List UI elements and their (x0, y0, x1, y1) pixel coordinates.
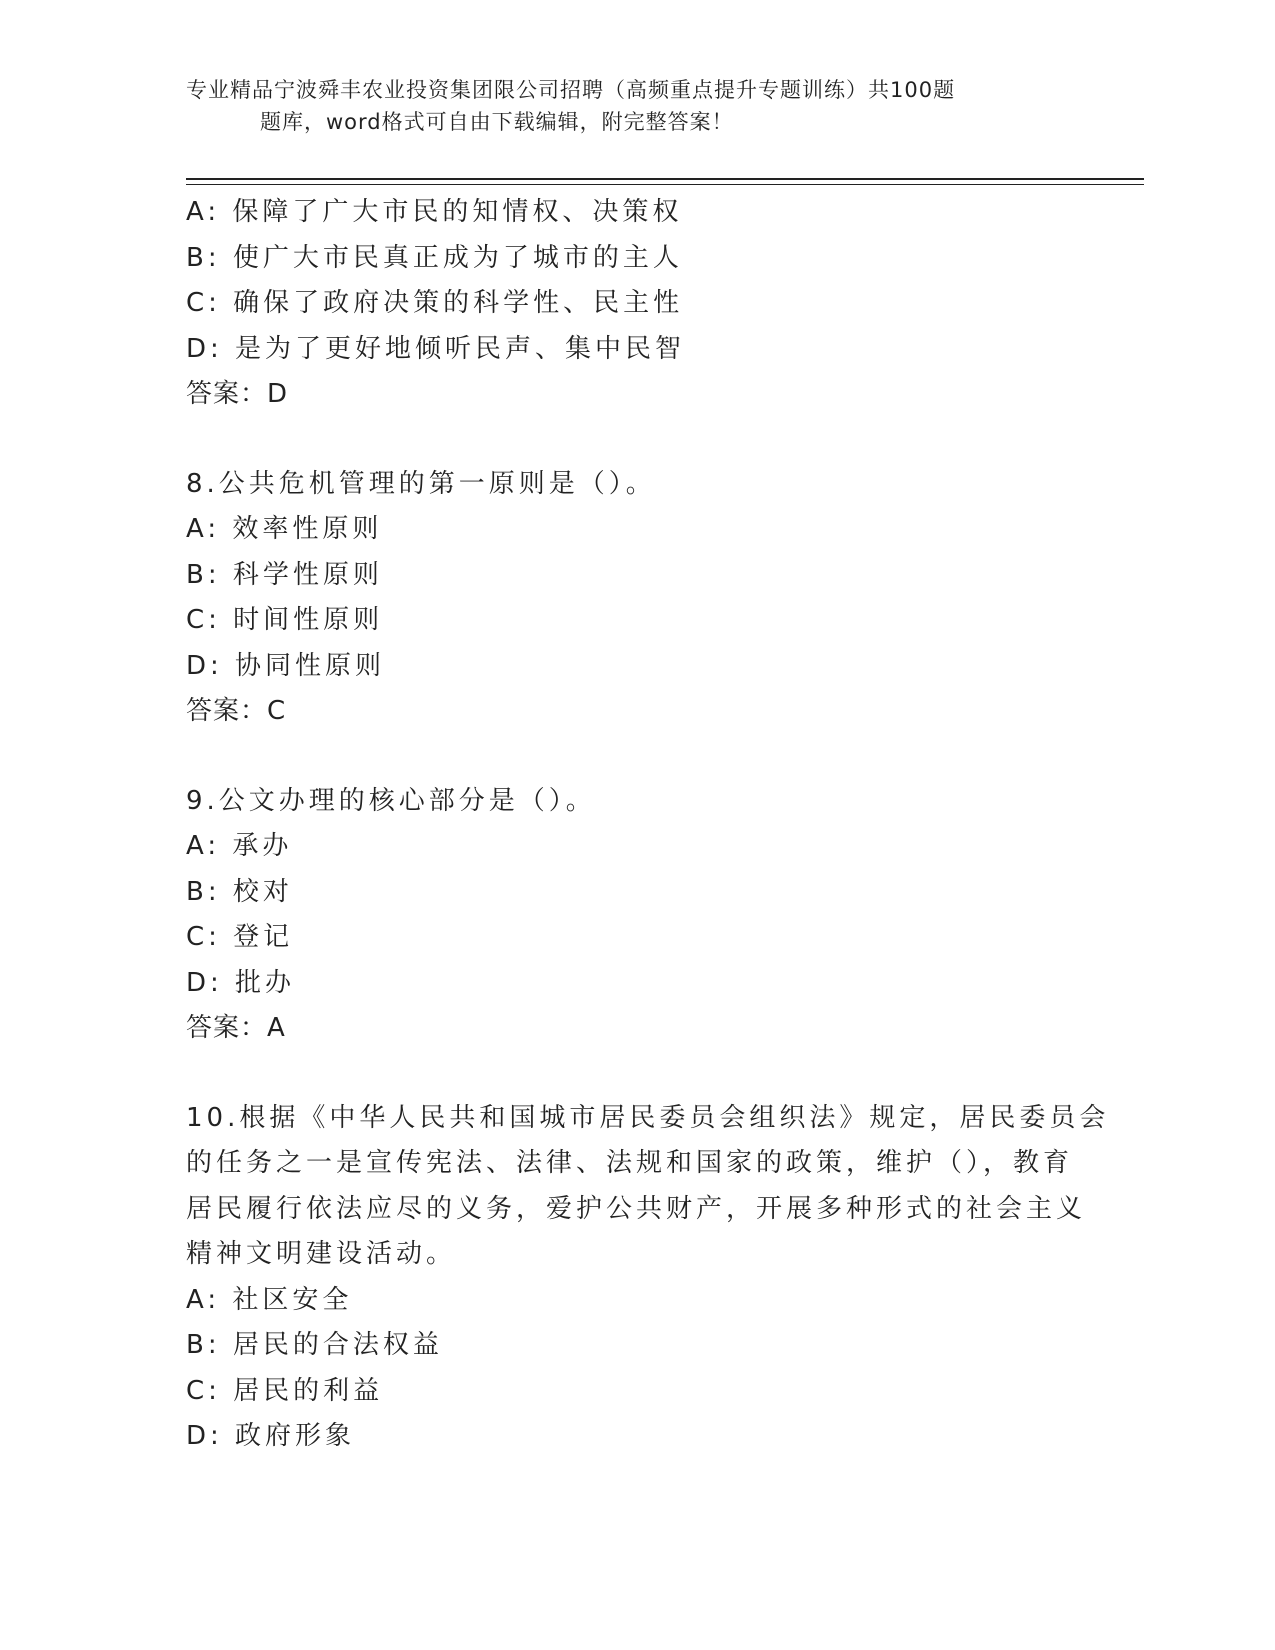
option-b: B: 居民的合法权益 (186, 1330, 443, 1360)
question-10-block (186, 1096, 1110, 1460)
question-text: 9.公文办理的核心部分是（）。 (186, 785, 596, 816)
question-text-line-2: 的任务之一是宣传宪法、法律、法规和国家的政策，维护（），教育 (186, 1148, 1074, 1178)
option-a: A: 效率性原则 (186, 514, 383, 544)
option-d: D: 是为了更好地倾听民声、集中民智 (186, 333, 686, 364)
question-9-block (186, 779, 1086, 1052)
option-c: C: 时间性原则 (186, 605, 384, 635)
answer-label: 答案：D (186, 379, 289, 409)
document-header (186, 74, 1086, 138)
question-text-line-3: 居民履行依法应尽的义务，爱护公共财产，开展多种形式的社会主义 (186, 1193, 1087, 1224)
option-d: D: 政府形象 (186, 1421, 356, 1451)
option-b: B: 使广大市民真正成为了城市的主人 (186, 242, 683, 273)
question-7-block (186, 190, 1086, 418)
option-c: C: 确保了政府决策的科学性、民主性 (186, 288, 684, 318)
question-text-line-4: 精神文明建设活动。 (186, 1239, 457, 1269)
option-b: B: 校对 (186, 876, 293, 907)
option-a: A: 保障了广大市民的知情权、决策权 (186, 197, 683, 227)
option-d: D: 协同性原则 (186, 650, 386, 681)
question-8-block (186, 462, 1086, 735)
question-text-line-1: 10.根据《中华人民共和国城市居民委员会组织法》规定，居民委员会 (186, 1102, 1110, 1133)
option-c: C: 登记 (186, 922, 294, 952)
header-divider (186, 178, 1144, 180)
question-text: 8.公共危机管理的第一原则是（）。 (186, 468, 656, 499)
answer-label: 答案：A (186, 1013, 286, 1043)
question-list (186, 190, 1110, 1460)
option-b: B: 科学性原则 (186, 559, 383, 590)
option-d: D: 批办 (186, 967, 296, 998)
header-title-line-2: 题库，word格式可自由下载编辑，附完整答案！ (260, 110, 734, 134)
option-c: C: 居民的利益 (186, 1375, 384, 1406)
answer-label: 答案：C (186, 696, 287, 726)
header-title-line-1: 专业精品宁波舜丰农业投资集团限公司招聘（高频重点提升专题训练）共100题 (186, 78, 956, 102)
option-a: A: 社区安全 (186, 1284, 353, 1315)
option-a: A: 承办 (186, 831, 293, 861)
header-divider-thin (186, 184, 1144, 185)
